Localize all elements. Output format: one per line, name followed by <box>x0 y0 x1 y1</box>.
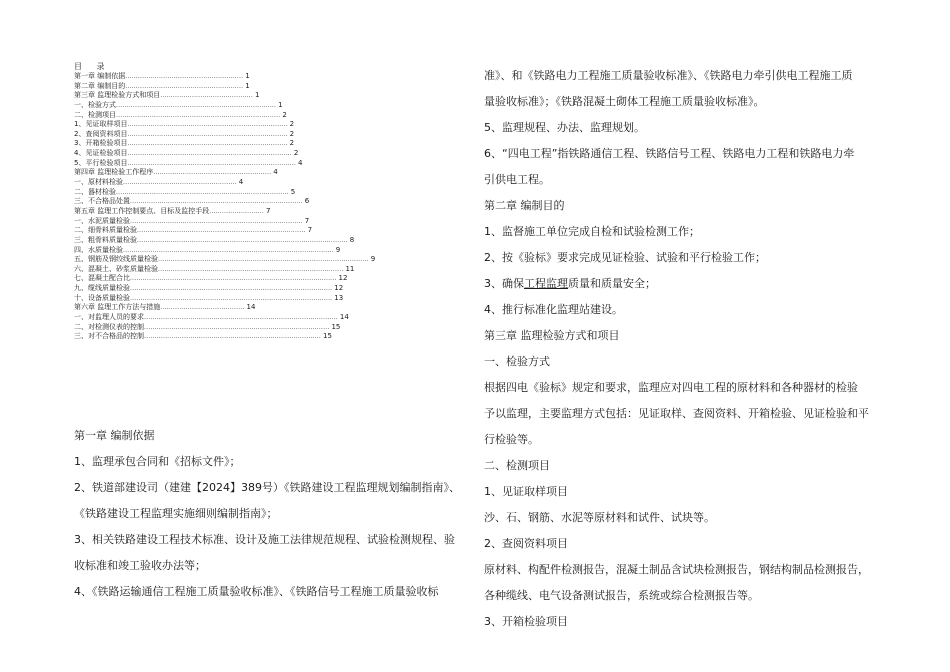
toc-leader-dots: ........................................................................................ <box>144 323 330 331</box>
right-column-text <box>484 63 884 635</box>
toc-page-number: 4 <box>298 158 303 167</box>
toc-page-number: 1 <box>245 71 250 80</box>
toc-entry-label: 三、粗骨料质量检验 <box>74 235 137 244</box>
toc-leader-dots: ............................................................................ <box>127 130 288 138</box>
toc-page-number: 15 <box>331 322 341 331</box>
paragraph: 2、铁道部建设司（建建【2024】389号）《铁路建设工程监理规划编制指南》、 <box>74 481 460 494</box>
toc-page-number: 7 <box>266 206 271 215</box>
toc-leader-dots: ........................................................ <box>125 72 244 80</box>
toc-leader-dots: ............................................................................................ <box>144 314 338 321</box>
paragraph: 予以监理，主要监理方式包括：见证取样、查阅资料、开箱检验、见证检验和平 <box>484 407 869 420</box>
toc-page-number: 14 <box>246 303 256 312</box>
toc-entry[interactable] <box>74 303 404 313</box>
toc-entry[interactable] <box>74 149 404 159</box>
toc-page-number: 8 <box>349 235 355 244</box>
toc-entry[interactable] <box>74 313 404 323</box>
toc-entry-label: 5、平行检验项目 <box>74 158 128 167</box>
toc-page-number: 2 <box>282 110 287 119</box>
toc-entry-label: 三、对不合格品的控制 <box>74 332 144 341</box>
toc-leader-dots: .......................... <box>209 207 265 215</box>
toc-entry-label: 第一章 编制依据 <box>74 71 126 80</box>
subsection-heading: 2、查阅资料项目 <box>484 537 568 550</box>
paragraph: 收标准和竣工验收办法等； <box>74 559 206 572</box>
toc-page-number: 14 <box>339 313 349 321</box>
toc-entry[interactable] <box>74 284 404 294</box>
toc-leader-dots: ............................................ <box>160 92 253 100</box>
section-heading: 一、检验方式 <box>484 355 550 368</box>
toc-entry[interactable] <box>74 274 404 284</box>
toc-entry[interactable] <box>74 246 404 256</box>
toc-leader-dots: .................................................................................... <box>144 333 322 341</box>
left-column-text <box>74 423 464 605</box>
paragraph: 4、《铁路运输通信工程施工质量验收标准》、《铁路信号工程施工质量验收标 <box>74 585 439 598</box>
toc-entry-label: 五、钢筋及钢绞线质量检验 <box>74 255 158 264</box>
subsection-heading: 1、见证取样项目 <box>484 485 568 498</box>
toc-entry[interactable] <box>74 91 404 101</box>
toc-entry-label: 一、对监理人员的要求 <box>74 313 144 321</box>
toc-leader-dots: ........................................ <box>160 304 245 312</box>
paragraph: 《铁路建设工程监理实施细则编制指南》； <box>74 507 278 520</box>
toc-entry[interactable] <box>74 226 404 236</box>
toc-entry-label: 第三章 监理检验方式和项目 <box>74 91 161 100</box>
paragraph: 各种缆线、电气设备测试报告，系统或综合检测报告等。 <box>484 589 759 602</box>
toc-entry-label: 一、检验方式 <box>74 100 116 109</box>
subsection-heading: 3、开箱检验项目 <box>484 615 568 628</box>
toc-leader-dots: ........................................................ <box>125 82 244 90</box>
toc-entry-label: 四、水质量检验 <box>74 245 123 254</box>
underlined-term: 工程监理 <box>524 277 568 290</box>
toc-page-number: 12 <box>338 274 348 283</box>
toc-page-number: 15 <box>323 332 332 341</box>
toc-entry[interactable] <box>74 178 404 188</box>
paragraph: 1、监督施工单位完成自检和试验检测工作； <box>484 225 700 238</box>
table-of-contents <box>74 62 404 342</box>
toc-page-number: 7 <box>304 216 310 225</box>
toc-entry-label: 七、混凝土配合比 <box>74 274 130 283</box>
chapter-1-heading: 第一章 编制依据 <box>74 429 155 442</box>
toc-entry[interactable] <box>74 332 404 342</box>
toc-entry[interactable] <box>74 101 404 111</box>
toc-page-number: 2 <box>289 139 295 148</box>
toc-page-number: 4 <box>238 178 244 187</box>
toc-entry[interactable] <box>74 82 404 92</box>
toc-leader-dots: ........................................................................................ <box>158 265 344 273</box>
toc-leader-dots: ............................................................................ <box>127 140 288 148</box>
paragraph: 3、相关铁路建设工程技术标准、设计及施工法律规范规程、试验检测规程、验 <box>74 533 455 546</box>
toc-page-number: 1 <box>245 81 250 90</box>
toc-entry[interactable] <box>74 159 404 169</box>
paragraph: 行检验等。 <box>484 433 539 446</box>
toc-entry-label: 一、原材料检验 <box>74 178 123 187</box>
toc-page-number: 11 <box>345 264 355 273</box>
toc-leader-dots: .................................................................................................... <box>137 236 348 244</box>
toc-entry[interactable] <box>74 139 404 149</box>
toc-entry-label: 2、查阅资料项目 <box>74 129 128 138</box>
toc-page-number: 2 <box>293 149 299 158</box>
paragraph: 6、“四电工程”指铁路通信工程、铁路信号工程、铁路电力工程和铁路电力牵 <box>484 147 855 160</box>
toc-leader-dots: .............................................................................. <box>116 111 281 119</box>
toc-page-number: 6 <box>304 197 310 206</box>
toc-entry[interactable] <box>74 236 404 246</box>
toc-entries <box>74 72 404 342</box>
paragraph: 5、监理规程、办法、监理规划。 <box>484 121 645 134</box>
section-heading: 二、检测项目 <box>484 459 550 472</box>
toc-entry-label: 三、不合格品处置 <box>74 197 130 206</box>
toc-leader-dots: .................................................................................. <box>130 198 303 206</box>
toc-entry[interactable] <box>74 188 404 198</box>
toc-leader-dots: ...................................................... <box>123 179 237 187</box>
toc-page-number: 13 <box>334 293 344 302</box>
toc-page-number: 5 <box>290 187 296 196</box>
paragraph: 2、按《验标》要求完成见证检验、试验和平行检验工作； <box>484 251 766 264</box>
paragraph: 引供电工程。 <box>484 173 550 186</box>
toc-entry[interactable] <box>74 207 404 217</box>
toc-entry[interactable] <box>74 265 404 275</box>
toc-leader-dots: .................................................................................. <box>130 217 303 225</box>
toc-leader-dots: .................................................................................. <box>116 188 289 196</box>
chapter-2-heading: 第二章 编制目的 <box>484 199 565 212</box>
paragraph: 准》、和《铁路电力工程施工质量验收标准》、《铁路电力牵引供电工程施工质 <box>484 69 853 82</box>
toc-entry[interactable] <box>74 197 404 207</box>
paragraph: 原材料、构配件检测报告，混凝土制品含试块检测报告，钢结构制品检测报告， <box>484 563 869 576</box>
toc-page-number: 1 <box>254 91 260 100</box>
toc-entry-label: 二、对检测仪表的控制 <box>74 322 144 331</box>
toc-entry-label: 第二章 编制目的 <box>74 81 126 90</box>
toc-leader-dots: ................................................................................................ <box>130 294 333 302</box>
toc-page-number: 1 <box>278 100 283 109</box>
paragraph: 4、推行标准化监理站建设。 <box>484 303 623 316</box>
toc-leader-dots: ............................................................................ <box>127 121 288 129</box>
toc-entry[interactable] <box>74 120 404 130</box>
toc-leader-dots: ................................................................................ <box>137 227 306 235</box>
toc-entry-label: 六、混凝土、砂浆质量检验 <box>74 264 158 273</box>
toc-entry[interactable] <box>74 255 404 265</box>
toc-entry[interactable] <box>74 323 404 333</box>
toc-page-number: 7 <box>307 226 313 235</box>
toc-entry-label: 第六章 监理工作方法与措施 <box>74 303 161 312</box>
paragraph: 根据四电《验标》规定和要求，监理应对四电工程的原材料和各种器材的检验 <box>484 381 858 394</box>
toc-leader-dots: ............................................................................ <box>116 101 277 109</box>
toc-entry-label: 十、设备质量检验 <box>74 293 130 302</box>
toc-leader-dots: ................................................................................ <box>127 159 297 167</box>
paragraph: 沙、石、钢筋、水泥等原材料和试件、试块等。 <box>484 511 715 524</box>
toc-entry-label: 1、见证取样项目 <box>74 120 128 129</box>
toc-page-number: 9 <box>370 255 376 264</box>
toc-entry[interactable] <box>74 217 404 227</box>
toc-entry[interactable] <box>74 168 404 178</box>
toc-page-number: 12 <box>334 284 344 293</box>
toc-page-number: 2 <box>289 120 295 129</box>
toc-page-number: 9 <box>335 245 341 254</box>
toc-leader-dots: .................................................................................................... <box>123 246 334 254</box>
toc-entry-label: 第五章 监理工作控制要点、目标及监控手段 <box>74 206 210 215</box>
toc-leader-dots: ........................................................ <box>153 169 272 177</box>
paragraph: 量验收标准》；《铁路混凝土砌体工程施工质量验收标准》。 <box>484 95 765 108</box>
toc-entry-label: 4、见证检验项目 <box>74 149 128 158</box>
toc-leader-dots: ................................................................................................ <box>130 285 333 293</box>
toc-entry[interactable] <box>74 294 404 304</box>
toc-entry-label: 第四章 监理检验工作程序 <box>74 168 154 177</box>
chapter-3-heading: 第三章 监理检验方式和项目 <box>484 329 620 342</box>
toc-entry-label: 二、检测项目 <box>74 110 116 119</box>
paragraph: 1、监理承包合同和《招标文件》； <box>74 455 241 468</box>
toc-page-number: 2 <box>289 129 295 138</box>
toc-entry[interactable] <box>74 111 404 121</box>
toc-entry-label: 二、器材检验 <box>74 187 116 196</box>
toc-entry-label: 二、细骨料质量检验 <box>74 226 137 235</box>
toc-entry-label: 九、缆线质量检验 <box>74 284 130 293</box>
toc-entry-label: 3、开箱检验项目 <box>74 139 128 148</box>
toc-leader-dots: .............................................................................. <box>127 150 292 158</box>
paragraph: 3、确保工程监理质量和质量安全； <box>484 277 656 290</box>
toc-entry[interactable] <box>74 72 404 82</box>
toc-title: 目 录 <box>74 62 111 71</box>
toc-leader-dots: .................................................................................................... <box>158 256 369 264</box>
toc-page-number: 4 <box>273 168 278 177</box>
toc-leader-dots: .................................................................................................. <box>130 275 337 283</box>
toc-entry-label: 一、水泥质量检验 <box>74 216 130 225</box>
